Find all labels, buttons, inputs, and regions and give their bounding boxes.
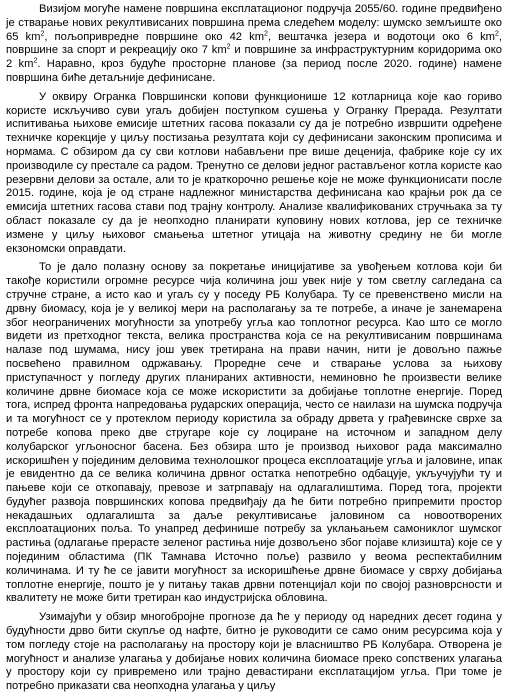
text-run: и површине за инфраструктурним коридорима око 2 km bbox=[6, 44, 502, 71]
superscript: 2 bbox=[495, 29, 499, 37]
text-run: . Наравно, кроз будуће просторне планове (за период после 2020. године) намене површина биће детаљније дефинисане. bbox=[6, 58, 502, 84]
superscript: 2 bbox=[264, 29, 268, 37]
text-run: То је дало полазну основу за покретање иницијативе за увођењем котлова који би такође користили огромне ресурсе чија количина још увек није у том светлу сагледана са стручне стране, а исто као и угаљ су у поседу РБ Колубара. Ту се превенствено мисли на дрвну биомасу, која је у великој мери на располагању за те потребе, а иначе је занемарена због неограничених могућности за употребу угља као топлотног ресурса. Као што се могло видети из претходног текста, велика пространства која се на рекултивисаним површинама налазе под шумама, нису још увек третирана на прави начин, нити је довољно пажње посвећено правилном одржавању. Проредне сече и стварање услова за њихову приступачност у погледу других планираних активности, неминовно ће произвести велике количине дрвне биомасе која се може искористити за добијање топлотне енергије. Поред тога, испред фронта напредовања рударских операција, често се наилази на шумска подручја и та могућност се у протеклом периоду користила за обраду дрвета у грађевинске сврхе за потребе копова преко две стругаре које су лоциране на источном и западном делу колубарског угљоносног басена. Без обзира што је производ њиховог рада максимално искоришћен у појединим деловима технолошког процеса експлоатације угља и јаловине, ипак је евидентно да се велика количина дрвног остатка непотребно одбацује, укључујући ту и пањеве који се откопавају, превозе и затрпавају на одлагалиштима. Поред тога, пројекти будућег развоја површинских копова предвиђају да ће бити потребно припремити простор некадашњих одлагалишта за даље рекултивисање јаловином са новоотворених експлоатационих поља. То унапред дефинише потребу за уклањањем самониклог шумског растиња (одлагање прерасте зеленог растиња није дозвољено због појаве клизишта) које се у појединим областима (ПК Тамнава Источно поље) развило у веома респектабилним количинама. И ту ће се јавити могућност за искоришћење дрвне биомасе у сврху добијања топлотне енергије, пошто је у питању такав дрвни потенцијал који по својој разноврсности и квалитету не може бити третиран као индустријска обловина. bbox=[6, 261, 502, 605]
paragraph-4 bbox=[6, 611, 502, 694]
paragraph-2 bbox=[6, 91, 502, 257]
text-run: , пољопривредне површине око 42 km bbox=[44, 30, 265, 43]
text-run: Узимајући у обзир многобројне прогнозе да ће у периоду од наредних десет година у будућности дрво бити скупље од нафте, битно је руководити се само оним ресурсима која у том погледу стоје на располагању на простору који је власништво РБ Колубара. Отворена је могућност и анализе улагања у добијање нових количина биомасе преко сопствених улагања у простору који су привремено или трајно девастирани експлатацијом угља. При томе је потребно приказати сва неопходна улагања у циљу bbox=[6, 611, 502, 693]
superscript: 2 bbox=[40, 29, 45, 37]
text-run: , вештачка језера и водотоци око 6 km bbox=[267, 30, 495, 43]
paragraph-3 bbox=[6, 261, 502, 606]
paragraph-1 bbox=[6, 3, 502, 86]
superscript: 2 bbox=[226, 43, 231, 51]
text-run: Визијом могуће намене површина експлатационог подручја 2055/60. године предвиђено је стварање нових рекултивисаних површина према следећем моделу: шумско земљиште око 65 km bbox=[6, 3, 502, 43]
text-run: У оквиру Огранка Површински копови функционише 12 котларница које као гориво користе искључиво суви угаљ добијен поступком сушења у Огранку Прерада. Резултати испитивања њихове емисије штетних гасова показали су да је потребно извршити одређене техничке корекције у циљу постизања резултата који су дефинисани законским прописима и нормама. С обзиром да су сви котлови набављени пре више деценија, фабрике које су их производиле су престале са радом. Тренутно се делови једног растављеног котла користе као резервни делови за остале, али то је краткорочно решење које не може функционисати после 2015. године, која је од стране надлежног министарства дефинисана као крајњи рок да се емисија штетних гасова стави под трајну контролу. Анализе квалификованих стручњака за ту област показале су да је неопходно планирати куповину нових котлова, јер се техничке измене у циљу њиховог смањења штетног утицаја на животну средину не би могле екзономски оправдати. bbox=[6, 90, 502, 255]
text-run: , површине за спорт и рекреацију око 7 km bbox=[6, 30, 503, 57]
superscript: 2 bbox=[33, 57, 38, 65]
document-page bbox=[6, 3, 502, 695]
